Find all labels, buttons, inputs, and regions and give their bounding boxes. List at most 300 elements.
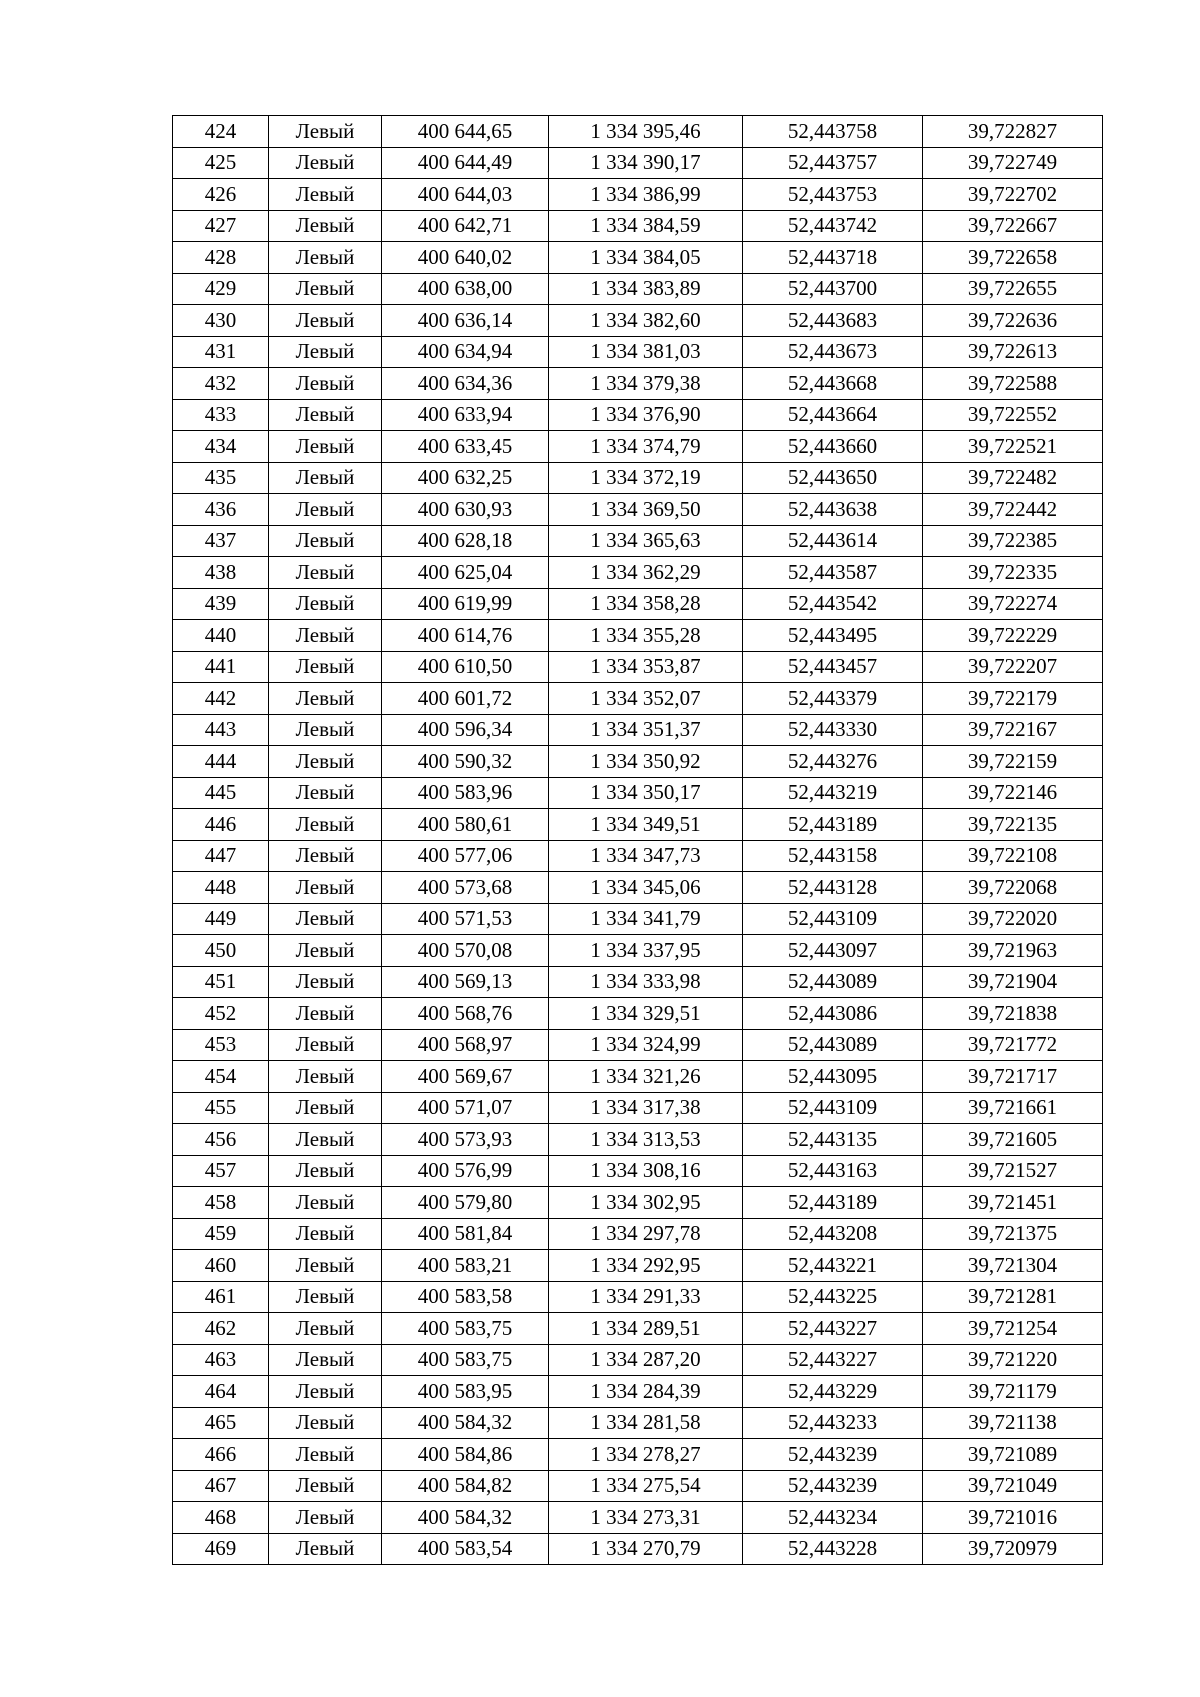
y-coordinate-cell: 1 334 278,27 <box>549 1439 743 1471</box>
longitude-cell: 39,722108 <box>923 840 1103 872</box>
latitude-cell: 52,443614 <box>743 525 923 557</box>
table-row <box>173 431 1103 463</box>
longitude-cell: 39,722749 <box>923 147 1103 179</box>
y-coordinate-cell: 1 334 308,16 <box>549 1155 743 1187</box>
y-coordinate-cell: 1 334 350,92 <box>549 746 743 778</box>
table-row <box>173 1281 1103 1313</box>
longitude-cell: 39,722167 <box>923 714 1103 746</box>
point-number-cell: 453 <box>173 1029 269 1061</box>
latitude-cell: 52,443109 <box>743 1092 923 1124</box>
longitude-cell: 39,722274 <box>923 588 1103 620</box>
x-coordinate-cell: 400 596,34 <box>382 714 549 746</box>
side-cell: Левый <box>269 1502 382 1534</box>
y-coordinate-cell: 1 334 372,19 <box>549 462 743 494</box>
table-row <box>173 683 1103 715</box>
side-cell: Левый <box>269 1470 382 1502</box>
point-number-cell: 460 <box>173 1250 269 1282</box>
x-coordinate-cell: 400 601,72 <box>382 683 549 715</box>
side-cell: Левый <box>269 336 382 368</box>
side-cell: Левый <box>269 431 382 463</box>
x-coordinate-cell: 400 614,76 <box>382 620 549 652</box>
latitude-cell: 52,443239 <box>743 1470 923 1502</box>
y-coordinate-cell: 1 334 302,95 <box>549 1187 743 1219</box>
table-row <box>173 966 1103 998</box>
table-row <box>173 1092 1103 1124</box>
x-coordinate-cell: 400 633,94 <box>382 399 549 431</box>
longitude-cell: 39,722207 <box>923 651 1103 683</box>
side-cell: Левый <box>269 714 382 746</box>
point-number-cell: 440 <box>173 620 269 652</box>
longitude-cell: 39,721963 <box>923 935 1103 967</box>
table-row <box>173 1313 1103 1345</box>
y-coordinate-cell: 1 334 292,95 <box>549 1250 743 1282</box>
side-cell: Левый <box>269 651 382 683</box>
table-row <box>173 935 1103 967</box>
longitude-cell: 39,721089 <box>923 1439 1103 1471</box>
x-coordinate-cell: 400 583,75 <box>382 1313 549 1345</box>
longitude-cell: 39,722179 <box>923 683 1103 715</box>
latitude-cell: 52,443225 <box>743 1281 923 1313</box>
side-cell: Левый <box>269 746 382 778</box>
longitude-cell: 39,721772 <box>923 1029 1103 1061</box>
x-coordinate-cell: 400 642,71 <box>382 210 549 242</box>
y-coordinate-cell: 1 334 352,07 <box>549 683 743 715</box>
point-number-cell: 432 <box>173 368 269 400</box>
point-number-cell: 457 <box>173 1155 269 1187</box>
y-coordinate-cell: 1 334 273,31 <box>549 1502 743 1534</box>
longitude-cell: 39,722482 <box>923 462 1103 494</box>
side-cell: Левый <box>269 462 382 494</box>
x-coordinate-cell: 400 584,82 <box>382 1470 549 1502</box>
y-coordinate-cell: 1 334 355,28 <box>549 620 743 652</box>
point-number-cell: 436 <box>173 494 269 526</box>
side-cell: Левый <box>269 147 382 179</box>
side-cell: Левый <box>269 903 382 935</box>
side-cell: Левый <box>269 1124 382 1156</box>
longitude-cell: 39,722135 <box>923 809 1103 841</box>
table-row <box>173 1061 1103 1093</box>
latitude-cell: 52,443219 <box>743 777 923 809</box>
x-coordinate-cell: 400 584,32 <box>382 1407 549 1439</box>
y-coordinate-cell: 1 334 381,03 <box>549 336 743 368</box>
table-row <box>173 1187 1103 1219</box>
side-cell: Левый <box>269 557 382 589</box>
table-row <box>173 998 1103 1030</box>
table-row <box>173 399 1103 431</box>
coordinates-table <box>172 115 1103 1565</box>
table-row <box>173 1439 1103 1471</box>
x-coordinate-cell: 400 583,96 <box>382 777 549 809</box>
latitude-cell: 52,443163 <box>743 1155 923 1187</box>
latitude-cell: 52,443221 <box>743 1250 923 1282</box>
y-coordinate-cell: 1 334 379,38 <box>549 368 743 400</box>
table-row <box>173 210 1103 242</box>
point-number-cell: 462 <box>173 1313 269 1345</box>
y-coordinate-cell: 1 334 365,63 <box>549 525 743 557</box>
side-cell: Левый <box>269 242 382 274</box>
longitude-cell: 39,722827 <box>923 116 1103 148</box>
latitude-cell: 52,443189 <box>743 1187 923 1219</box>
y-coordinate-cell: 1 334 369,50 <box>549 494 743 526</box>
side-cell: Левый <box>269 1313 382 1345</box>
point-number-cell: 446 <box>173 809 269 841</box>
longitude-cell: 39,722613 <box>923 336 1103 368</box>
point-number-cell: 445 <box>173 777 269 809</box>
latitude-cell: 52,443234 <box>743 1502 923 1534</box>
side-cell: Левый <box>269 273 382 305</box>
side-cell: Левый <box>269 525 382 557</box>
table-row <box>173 557 1103 589</box>
x-coordinate-cell: 400 580,61 <box>382 809 549 841</box>
point-number-cell: 448 <box>173 872 269 904</box>
coordinates-table-body <box>173 116 1103 1565</box>
x-coordinate-cell: 400 644,49 <box>382 147 549 179</box>
latitude-cell: 52,443095 <box>743 1061 923 1093</box>
side-cell: Левый <box>269 210 382 242</box>
table-row <box>173 1502 1103 1534</box>
y-coordinate-cell: 1 334 351,37 <box>549 714 743 746</box>
y-coordinate-cell: 1 334 376,90 <box>549 399 743 431</box>
y-coordinate-cell: 1 334 297,78 <box>549 1218 743 1250</box>
point-number-cell: 435 <box>173 462 269 494</box>
table-row <box>173 840 1103 872</box>
point-number-cell: 430 <box>173 305 269 337</box>
x-coordinate-cell: 400 573,68 <box>382 872 549 904</box>
side-cell: Левый <box>269 998 382 1030</box>
longitude-cell: 39,722159 <box>923 746 1103 778</box>
point-number-cell: 461 <box>173 1281 269 1313</box>
side-cell: Левый <box>269 179 382 211</box>
latitude-cell: 52,443276 <box>743 746 923 778</box>
longitude-cell: 39,721049 <box>923 1470 1103 1502</box>
side-cell: Левый <box>269 1061 382 1093</box>
x-coordinate-cell: 400 634,94 <box>382 336 549 368</box>
y-coordinate-cell: 1 334 313,53 <box>549 1124 743 1156</box>
table-row <box>173 116 1103 148</box>
latitude-cell: 52,443086 <box>743 998 923 1030</box>
y-coordinate-cell: 1 334 284,39 <box>549 1376 743 1408</box>
table-row <box>173 305 1103 337</box>
point-number-cell: 424 <box>173 116 269 148</box>
latitude-cell: 52,443457 <box>743 651 923 683</box>
table-row <box>173 462 1103 494</box>
longitude-cell: 39,721605 <box>923 1124 1103 1156</box>
x-coordinate-cell: 400 579,80 <box>382 1187 549 1219</box>
side-cell: Левый <box>269 305 382 337</box>
latitude-cell: 52,443128 <box>743 872 923 904</box>
y-coordinate-cell: 1 334 337,95 <box>549 935 743 967</box>
y-coordinate-cell: 1 334 281,58 <box>549 1407 743 1439</box>
x-coordinate-cell: 400 569,13 <box>382 966 549 998</box>
longitude-cell: 39,722588 <box>923 368 1103 400</box>
side-cell: Левый <box>269 1218 382 1250</box>
side-cell: Левый <box>269 1155 382 1187</box>
point-number-cell: 456 <box>173 1124 269 1156</box>
latitude-cell: 52,443758 <box>743 116 923 148</box>
x-coordinate-cell: 400 640,02 <box>382 242 549 274</box>
point-number-cell: 454 <box>173 1061 269 1093</box>
x-coordinate-cell: 400 584,32 <box>382 1502 549 1534</box>
longitude-cell: 39,722552 <box>923 399 1103 431</box>
x-coordinate-cell: 400 610,50 <box>382 651 549 683</box>
x-coordinate-cell: 400 571,07 <box>382 1092 549 1124</box>
side-cell: Левый <box>269 1250 382 1282</box>
point-number-cell: 439 <box>173 588 269 620</box>
longitude-cell: 39,722020 <box>923 903 1103 935</box>
latitude-cell: 52,443233 <box>743 1407 923 1439</box>
point-number-cell: 429 <box>173 273 269 305</box>
longitude-cell: 39,721661 <box>923 1092 1103 1124</box>
longitude-cell: 39,722521 <box>923 431 1103 463</box>
side-cell: Левый <box>269 1029 382 1061</box>
latitude-cell: 52,443660 <box>743 431 923 463</box>
side-cell: Левый <box>269 683 382 715</box>
point-number-cell: 450 <box>173 935 269 967</box>
table-row <box>173 273 1103 305</box>
latitude-cell: 52,443097 <box>743 935 923 967</box>
table-row <box>173 368 1103 400</box>
y-coordinate-cell: 1 334 275,54 <box>549 1470 743 1502</box>
side-cell: Левый <box>269 1439 382 1471</box>
side-cell: Левый <box>269 620 382 652</box>
longitude-cell: 39,721527 <box>923 1155 1103 1187</box>
x-coordinate-cell: 400 570,08 <box>382 935 549 967</box>
y-coordinate-cell: 1 334 329,51 <box>549 998 743 1030</box>
y-coordinate-cell: 1 334 345,06 <box>549 872 743 904</box>
x-coordinate-cell: 400 583,21 <box>382 1250 549 1282</box>
longitude-cell: 39,721451 <box>923 1187 1103 1219</box>
y-coordinate-cell: 1 334 383,89 <box>549 273 743 305</box>
side-cell: Левый <box>269 840 382 872</box>
side-cell: Левый <box>269 809 382 841</box>
table-row <box>173 242 1103 274</box>
latitude-cell: 52,443664 <box>743 399 923 431</box>
latitude-cell: 52,443683 <box>743 305 923 337</box>
point-number-cell: 434 <box>173 431 269 463</box>
table-row <box>173 525 1103 557</box>
longitude-cell: 39,722655 <box>923 273 1103 305</box>
y-coordinate-cell: 1 334 374,79 <box>549 431 743 463</box>
longitude-cell: 39,721179 <box>923 1376 1103 1408</box>
y-coordinate-cell: 1 334 289,51 <box>549 1313 743 1345</box>
y-coordinate-cell: 1 334 390,17 <box>549 147 743 179</box>
point-number-cell: 458 <box>173 1187 269 1219</box>
table-row <box>173 1250 1103 1282</box>
longitude-cell: 39,722335 <box>923 557 1103 589</box>
point-number-cell: 449 <box>173 903 269 935</box>
latitude-cell: 52,443587 <box>743 557 923 589</box>
side-cell: Левый <box>269 494 382 526</box>
y-coordinate-cell: 1 334 386,99 <box>549 179 743 211</box>
side-cell: Левый <box>269 1092 382 1124</box>
point-number-cell: 466 <box>173 1439 269 1471</box>
x-coordinate-cell: 400 568,76 <box>382 998 549 1030</box>
table-row <box>173 872 1103 904</box>
longitude-cell: 39,722658 <box>923 242 1103 274</box>
x-coordinate-cell: 400 583,95 <box>382 1376 549 1408</box>
longitude-cell: 39,721254 <box>923 1313 1103 1345</box>
x-coordinate-cell: 400 583,58 <box>382 1281 549 1313</box>
x-coordinate-cell: 400 577,06 <box>382 840 549 872</box>
point-number-cell: 467 <box>173 1470 269 1502</box>
x-coordinate-cell: 400 625,04 <box>382 557 549 589</box>
y-coordinate-cell: 1 334 347,73 <box>549 840 743 872</box>
x-coordinate-cell: 400 590,32 <box>382 746 549 778</box>
table-row <box>173 336 1103 368</box>
table-row <box>173 1533 1103 1565</box>
y-coordinate-cell: 1 334 287,20 <box>549 1344 743 1376</box>
side-cell: Левый <box>269 116 382 148</box>
x-coordinate-cell: 400 573,93 <box>382 1124 549 1156</box>
side-cell: Левый <box>269 399 382 431</box>
latitude-cell: 52,443742 <box>743 210 923 242</box>
y-coordinate-cell: 1 334 349,51 <box>549 809 743 841</box>
point-number-cell: 463 <box>173 1344 269 1376</box>
y-coordinate-cell: 1 334 291,33 <box>549 1281 743 1313</box>
x-coordinate-cell: 400 644,03 <box>382 179 549 211</box>
longitude-cell: 39,721016 <box>923 1502 1103 1534</box>
x-coordinate-cell: 400 584,86 <box>382 1439 549 1471</box>
point-number-cell: 433 <box>173 399 269 431</box>
table-row <box>173 1029 1103 1061</box>
side-cell: Левый <box>269 777 382 809</box>
x-coordinate-cell: 400 583,54 <box>382 1533 549 1565</box>
point-number-cell: 444 <box>173 746 269 778</box>
latitude-cell: 52,443229 <box>743 1376 923 1408</box>
longitude-cell: 39,720979 <box>923 1533 1103 1565</box>
table-row <box>173 1218 1103 1250</box>
side-cell: Левый <box>269 872 382 904</box>
side-cell: Левый <box>269 1376 382 1408</box>
latitude-cell: 52,443542 <box>743 588 923 620</box>
latitude-cell: 52,443109 <box>743 903 923 935</box>
longitude-cell: 39,721375 <box>923 1218 1103 1250</box>
longitude-cell: 39,721138 <box>923 1407 1103 1439</box>
side-cell: Левый <box>269 1281 382 1313</box>
x-coordinate-cell: 400 619,99 <box>382 588 549 620</box>
y-coordinate-cell: 1 334 270,79 <box>549 1533 743 1565</box>
point-number-cell: 428 <box>173 242 269 274</box>
point-number-cell: 427 <box>173 210 269 242</box>
y-coordinate-cell: 1 334 341,79 <box>549 903 743 935</box>
side-cell: Левый <box>269 1533 382 1565</box>
point-number-cell: 451 <box>173 966 269 998</box>
latitude-cell: 52,443135 <box>743 1124 923 1156</box>
table-row <box>173 746 1103 778</box>
x-coordinate-cell: 400 581,84 <box>382 1218 549 1250</box>
table-row <box>173 179 1103 211</box>
point-number-cell: 469 <box>173 1533 269 1565</box>
table-row <box>173 1124 1103 1156</box>
point-number-cell: 426 <box>173 179 269 211</box>
point-number-cell: 465 <box>173 1407 269 1439</box>
y-coordinate-cell: 1 334 384,59 <box>549 210 743 242</box>
longitude-cell: 39,721717 <box>923 1061 1103 1093</box>
point-number-cell: 437 <box>173 525 269 557</box>
latitude-cell: 52,443495 <box>743 620 923 652</box>
x-coordinate-cell: 400 634,36 <box>382 368 549 400</box>
longitude-cell: 39,722229 <box>923 620 1103 652</box>
table-row <box>173 1407 1103 1439</box>
longitude-cell: 39,722702 <box>923 179 1103 211</box>
longitude-cell: 39,722068 <box>923 872 1103 904</box>
latitude-cell: 52,443227 <box>743 1313 923 1345</box>
x-coordinate-cell: 400 638,00 <box>382 273 549 305</box>
point-number-cell: 452 <box>173 998 269 1030</box>
latitude-cell: 52,443158 <box>743 840 923 872</box>
x-coordinate-cell: 400 571,53 <box>382 903 549 935</box>
table-row <box>173 588 1103 620</box>
table-row <box>173 147 1103 179</box>
point-number-cell: 438 <box>173 557 269 589</box>
latitude-cell: 52,443638 <box>743 494 923 526</box>
table-row <box>173 714 1103 746</box>
point-number-cell: 425 <box>173 147 269 179</box>
side-cell: Левый <box>269 1407 382 1439</box>
y-coordinate-cell: 1 334 362,29 <box>549 557 743 589</box>
table-row <box>173 620 1103 652</box>
point-number-cell: 468 <box>173 1502 269 1534</box>
longitude-cell: 39,722385 <box>923 525 1103 557</box>
latitude-cell: 52,443668 <box>743 368 923 400</box>
x-coordinate-cell: 400 628,18 <box>382 525 549 557</box>
y-coordinate-cell: 1 334 358,28 <box>549 588 743 620</box>
x-coordinate-cell: 400 569,67 <box>382 1061 549 1093</box>
y-coordinate-cell: 1 334 395,46 <box>549 116 743 148</box>
latitude-cell: 52,443379 <box>743 683 923 715</box>
latitude-cell: 52,443757 <box>743 147 923 179</box>
point-number-cell: 464 <box>173 1376 269 1408</box>
table-row <box>173 651 1103 683</box>
table-row <box>173 903 1103 935</box>
x-coordinate-cell: 400 632,25 <box>382 462 549 494</box>
table-row <box>173 494 1103 526</box>
x-coordinate-cell: 400 568,97 <box>382 1029 549 1061</box>
latitude-cell: 52,443330 <box>743 714 923 746</box>
latitude-cell: 52,443089 <box>743 1029 923 1061</box>
y-coordinate-cell: 1 334 324,99 <box>549 1029 743 1061</box>
side-cell: Левый <box>269 368 382 400</box>
table-row <box>173 1376 1103 1408</box>
side-cell: Левый <box>269 966 382 998</box>
point-number-cell: 455 <box>173 1092 269 1124</box>
longitude-cell: 39,721904 <box>923 966 1103 998</box>
latitude-cell: 52,443228 <box>743 1533 923 1565</box>
y-coordinate-cell: 1 334 321,26 <box>549 1061 743 1093</box>
longitude-cell: 39,722442 <box>923 494 1103 526</box>
y-coordinate-cell: 1 334 350,17 <box>549 777 743 809</box>
point-number-cell: 459 <box>173 1218 269 1250</box>
side-cell: Левый <box>269 588 382 620</box>
point-number-cell: 442 <box>173 683 269 715</box>
y-coordinate-cell: 1 334 317,38 <box>549 1092 743 1124</box>
x-coordinate-cell: 400 633,45 <box>382 431 549 463</box>
longitude-cell: 39,721838 <box>923 998 1103 1030</box>
table-row <box>173 1344 1103 1376</box>
y-coordinate-cell: 1 334 382,60 <box>549 305 743 337</box>
latitude-cell: 52,443718 <box>743 242 923 274</box>
point-number-cell: 441 <box>173 651 269 683</box>
longitude-cell: 39,722146 <box>923 777 1103 809</box>
longitude-cell: 39,722636 <box>923 305 1103 337</box>
longitude-cell: 39,721304 <box>923 1250 1103 1282</box>
point-number-cell: 431 <box>173 336 269 368</box>
side-cell: Левый <box>269 935 382 967</box>
point-number-cell: 443 <box>173 714 269 746</box>
x-coordinate-cell: 400 576,99 <box>382 1155 549 1187</box>
latitude-cell: 52,443189 <box>743 809 923 841</box>
y-coordinate-cell: 1 334 353,87 <box>549 651 743 683</box>
